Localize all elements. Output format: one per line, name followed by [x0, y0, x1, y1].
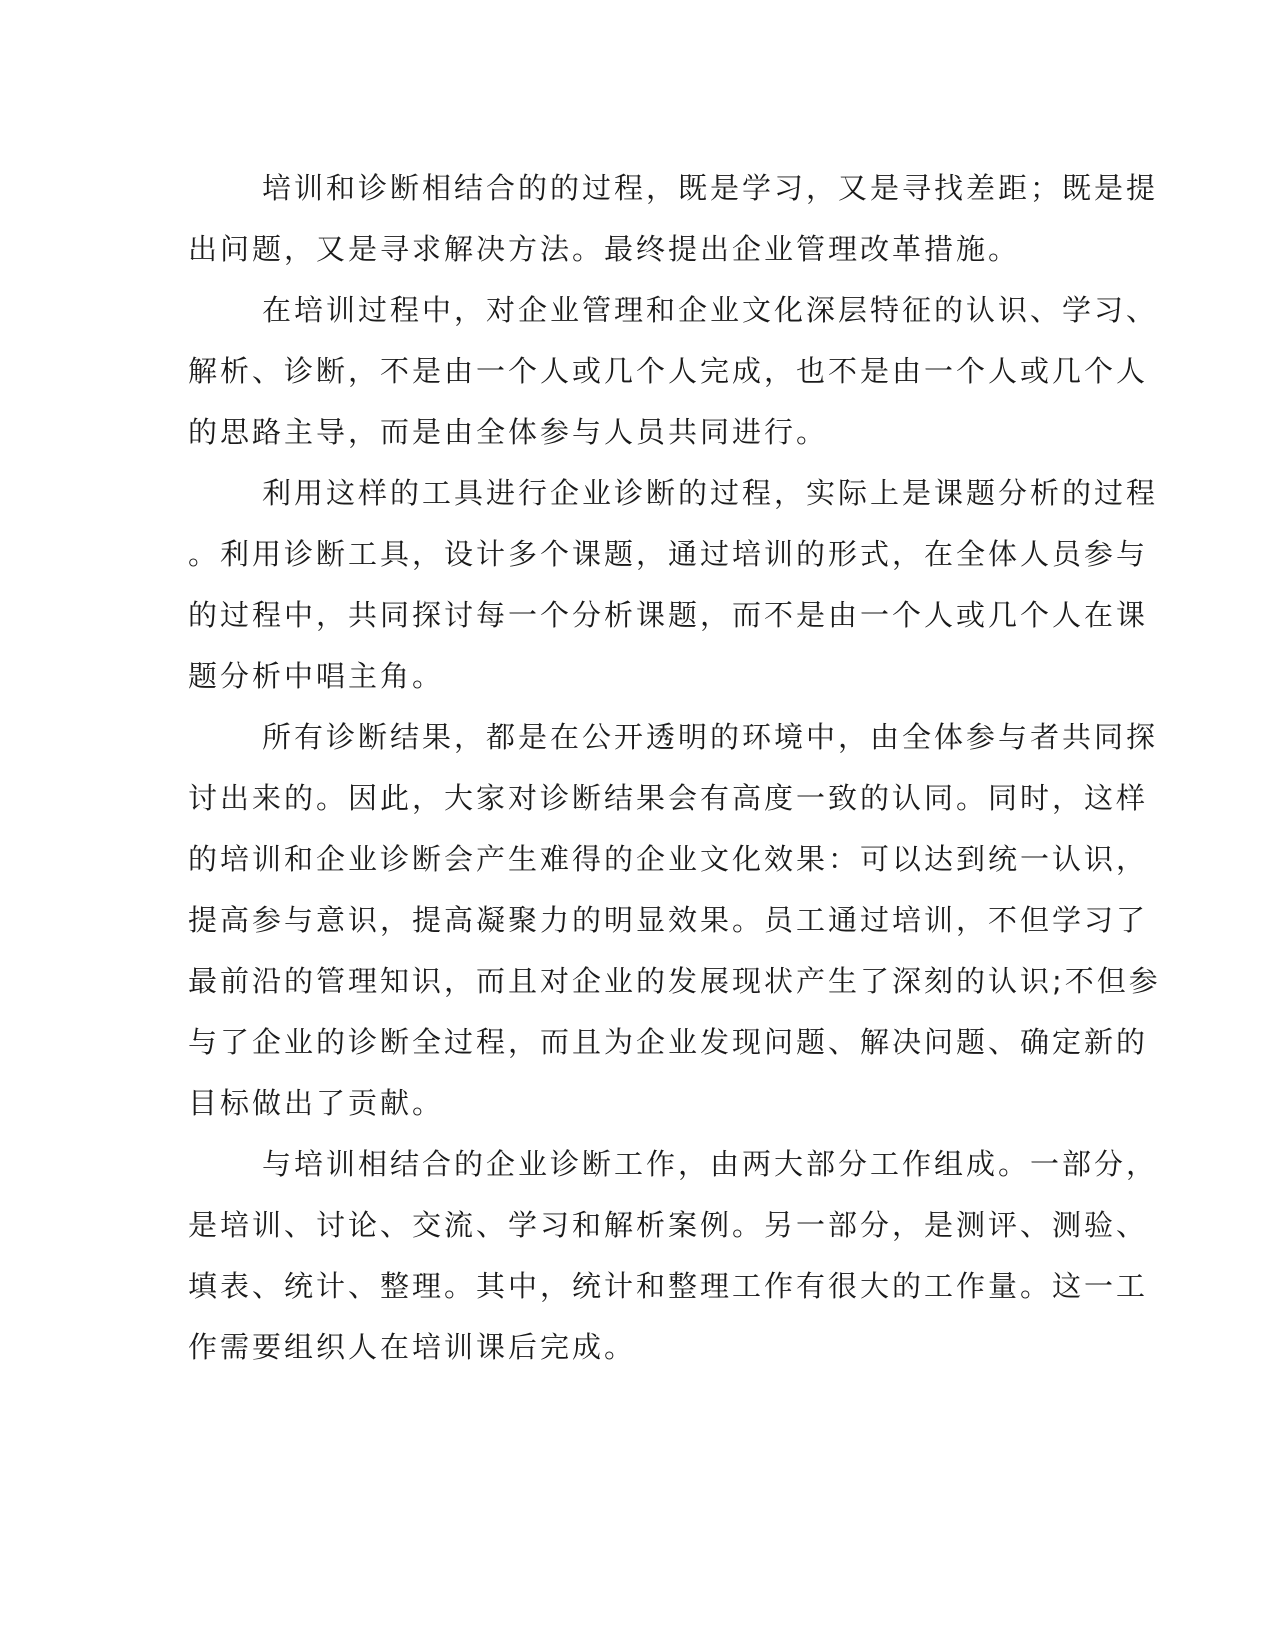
- paragraph-2-line-1: 在培训过程中，对企业管理和企业文化深层特征的认识、学习、: [262, 293, 1159, 327]
- paragraph-5-line-4: 作需要组织人在培训课后完成。: [188, 1330, 637, 1364]
- paragraph-3-line-2: 。利用诊断工具，设计多个课题，通过培训的形式，在全体人员参与: [188, 537, 1149, 571]
- paragraph-2-line-2: 解析、诊断，不是由一个人或几个人完成，也不是由一个人或几个人: [188, 354, 1149, 388]
- paragraph-2-line-3: 的思路主导，而是由全体参与人员共同进行。: [188, 415, 829, 449]
- paragraph-5-line-2: 是培训、讨论、交流、学习和解析案例。另一部分，是测评、测验、: [188, 1208, 1149, 1242]
- paragraph-3-line-3: 的过程中，共同探讨每一个分析课题，而不是由一个人或几个人在课: [188, 598, 1149, 632]
- paragraph-4-line-5: 最前沿的管理知识，而且对企业的发展现状产生了深刻的认识;不但参: [188, 964, 1161, 998]
- paragraph-4-line-4: 提高参与意识，提高凝聚力的明显效果。员工通过培训，不但学习了: [188, 903, 1149, 937]
- paragraph-4-line-2: 讨出来的。因此，大家对诊断结果会有高度一致的认同。同时，这样: [188, 781, 1149, 815]
- paragraph-5-line-1: 与培训相结合的企业诊断工作，由两大部分工作组成。一部分，: [262, 1147, 1159, 1181]
- paragraph-1-line-1: 培训和诊断相结合的的过程，既是学习，又是寻找差距；既是提: [262, 171, 1159, 205]
- paragraph-3-line-4: 题分析中唱主角。: [188, 659, 445, 693]
- paragraph-4-line-7: 目标做出了贡献。: [188, 1086, 445, 1120]
- paragraph-3-line-1: 利用这样的工具进行企业诊断的过程，实际上是课题分析的过程: [262, 476, 1159, 510]
- paragraph-4-line-3: 的培训和企业诊断会产生难得的企业文化效果：可以达到统一认识，: [188, 842, 1149, 876]
- document-body: [188, 158, 1161, 1378]
- paragraph-1-line-2: 出问题，又是寻求解决方法。最终提出企业管理改革措施。: [188, 232, 1021, 266]
- paragraph-4-line-1: 所有诊断结果，都是在公开透明的环境中，由全体参与者共同探: [262, 720, 1159, 754]
- paragraph-5-line-3: 填表、统计、整理。其中，统计和整理工作有很大的工作量。这一工: [188, 1269, 1149, 1303]
- paragraph-4-line-6: 与了企业的诊断全过程，而且为企业发现问题、解决问题、确定新的: [188, 1025, 1149, 1059]
